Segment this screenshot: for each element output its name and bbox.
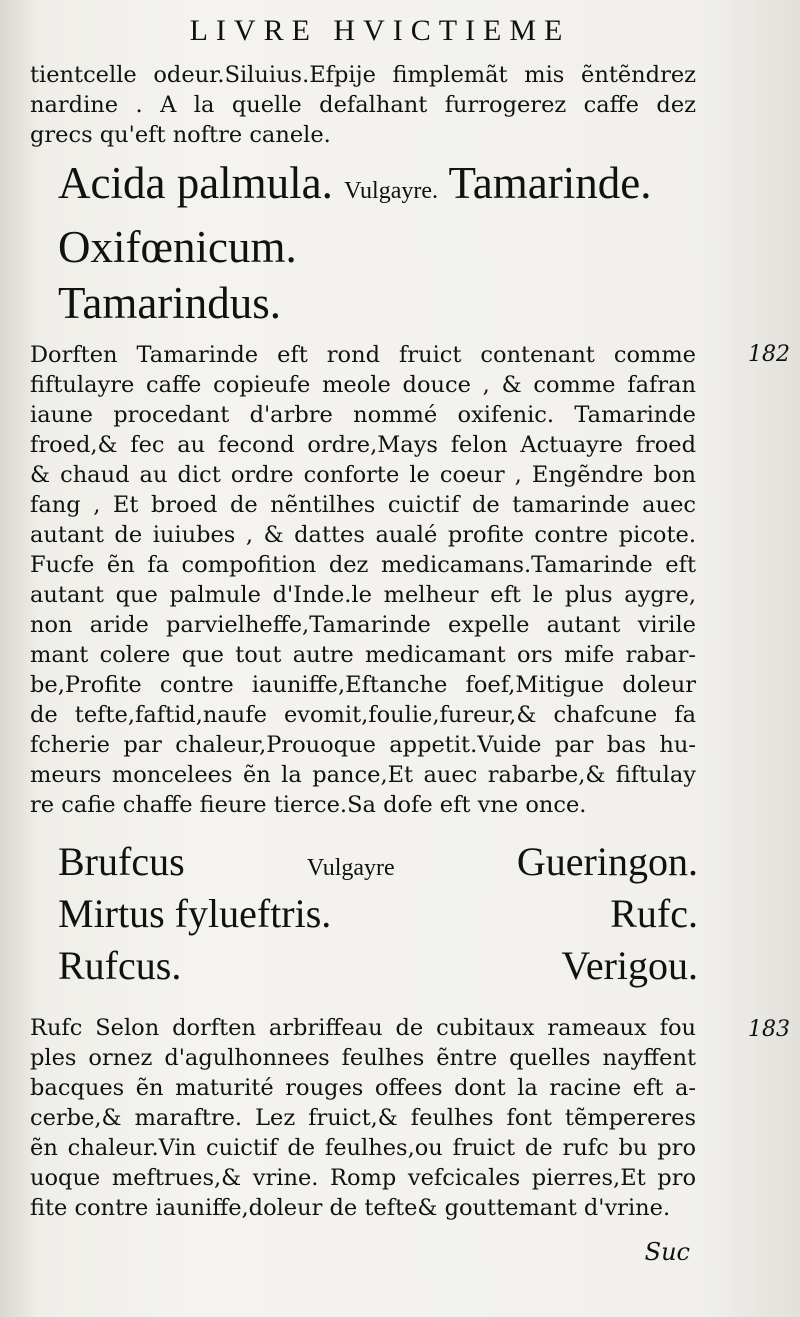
text-line: mant colere que tout autre medicamant ors mife rabar- (30, 642, 696, 668)
vulgayre-label: Vulgayre (306, 855, 395, 881)
text-line: fite contre iauniffe,doleur de tefte& gouttemant d'vrine. (30, 1195, 671, 1221)
text-line: re cafie chaffe fieure tierce.Sa dofe eft vne once. (30, 792, 587, 818)
text-line: nardine . A la quelle defalhant furrogerez caffe dez (30, 92, 696, 118)
text-line: fiftulayre caffe copieufe meole douce , & comme fafran (30, 372, 696, 398)
heading-row (58, 942, 698, 994)
running-head: LIVRE HVICTIEME (189, 14, 571, 47)
text-line: ples ornez d'agulhonnees feulhes ẽntre quelles nayffent (30, 1045, 696, 1071)
text-line: de tefte,faftid,naufe evomit,foulie,fureur,& chafcune fa (30, 702, 696, 728)
latin-name: Rufcus. (58, 943, 182, 988)
text-line: bacques ẽn maturité rouges offees dont la racine eft a- (30, 1075, 696, 1101)
latin-name: Oxifœnicum. (58, 222, 297, 272)
heading-row (58, 890, 698, 942)
text-line: meurs moncelees ẽn la pance,Et auec rabarbe,& fiftulay (30, 762, 696, 788)
vernacular-name: Gueringon. (516, 839, 698, 884)
top-paragraph (30, 60, 696, 150)
text-line: fcherie par chaleur,Prouoque appetit.Vuide par bas hu- (30, 732, 696, 758)
latin-name: Tamarindus. (58, 278, 282, 328)
latin-name: Brufcus (58, 839, 185, 884)
vernacular-name: Tamarinde. (448, 158, 652, 208)
paragraph-tamarinde (30, 340, 696, 820)
text-line: non aride parvielheffe,Tamarinde expelle autant virile (30, 612, 696, 638)
vernacular-name: Rufc. (610, 891, 698, 936)
margin-number: 183 (748, 1017, 790, 1042)
text-line: grecs qu'eft noftre canele. (30, 122, 331, 148)
heading-line (58, 155, 698, 219)
text-line: Dorften Tamarinde eft rond fruict contenant comme (30, 342, 696, 368)
vulgayre-label: Vulgayre. (344, 178, 439, 204)
text-line: tientcelle odeur.Siluius.Efpije fimplemãt mis ẽntẽndrez (30, 62, 696, 88)
text-line: autant que palmule d'Inde.le melheur eft le plus aygre, (30, 582, 696, 608)
heading-row (58, 838, 698, 890)
text-line: & chaud au dict ordre conforte le coeur , Engẽndre bon (30, 462, 696, 488)
text-line: iaune procedant d'arbre nommé oxifenic. Tamarinde (30, 402, 696, 428)
vernacular-name: Verigou. (561, 943, 698, 988)
text-line: cerbe,& maraftre. Lez fruict,& feulhes font tẽmpereres (30, 1105, 696, 1131)
text-line: Rufc Selon dorften arbriffeau de cubitaux rameaux fou (30, 1015, 696, 1041)
latin-name: Mirtus fylueftris. (58, 891, 332, 936)
catchword: Suc (644, 1238, 690, 1266)
heading-rufc (58, 838, 698, 994)
paragraph-rufc (30, 1013, 696, 1223)
latin-name: Acida palmula. (58, 158, 333, 208)
text-line: uoque meftrues,& vrine. Romp vefcicales pierres,Et pro (30, 1165, 696, 1191)
text-line: autant de iuiubes , & dattes aualé profite contre picote. (30, 522, 696, 548)
heading-tamarinde (58, 155, 698, 331)
text-line: froed,& fec au fecond ordre,Mays felon Actuayre froed (30, 432, 696, 458)
text-line: fang , Et broed de nẽntilhes cuictif de tamarinde auec (30, 492, 696, 518)
text-line: be,Profite contre iauniffe,Eftanche foef,Mitigue doleur (30, 672, 696, 698)
text-line: Fucfe ẽn fa compofition dez medicamans.Tamarinde eft (30, 552, 696, 578)
margin-number: 182 (748, 342, 790, 367)
text-line: ẽn chaleur.Vin cuictif de feulhes,ou fruict de rufc bu pro (30, 1135, 696, 1161)
